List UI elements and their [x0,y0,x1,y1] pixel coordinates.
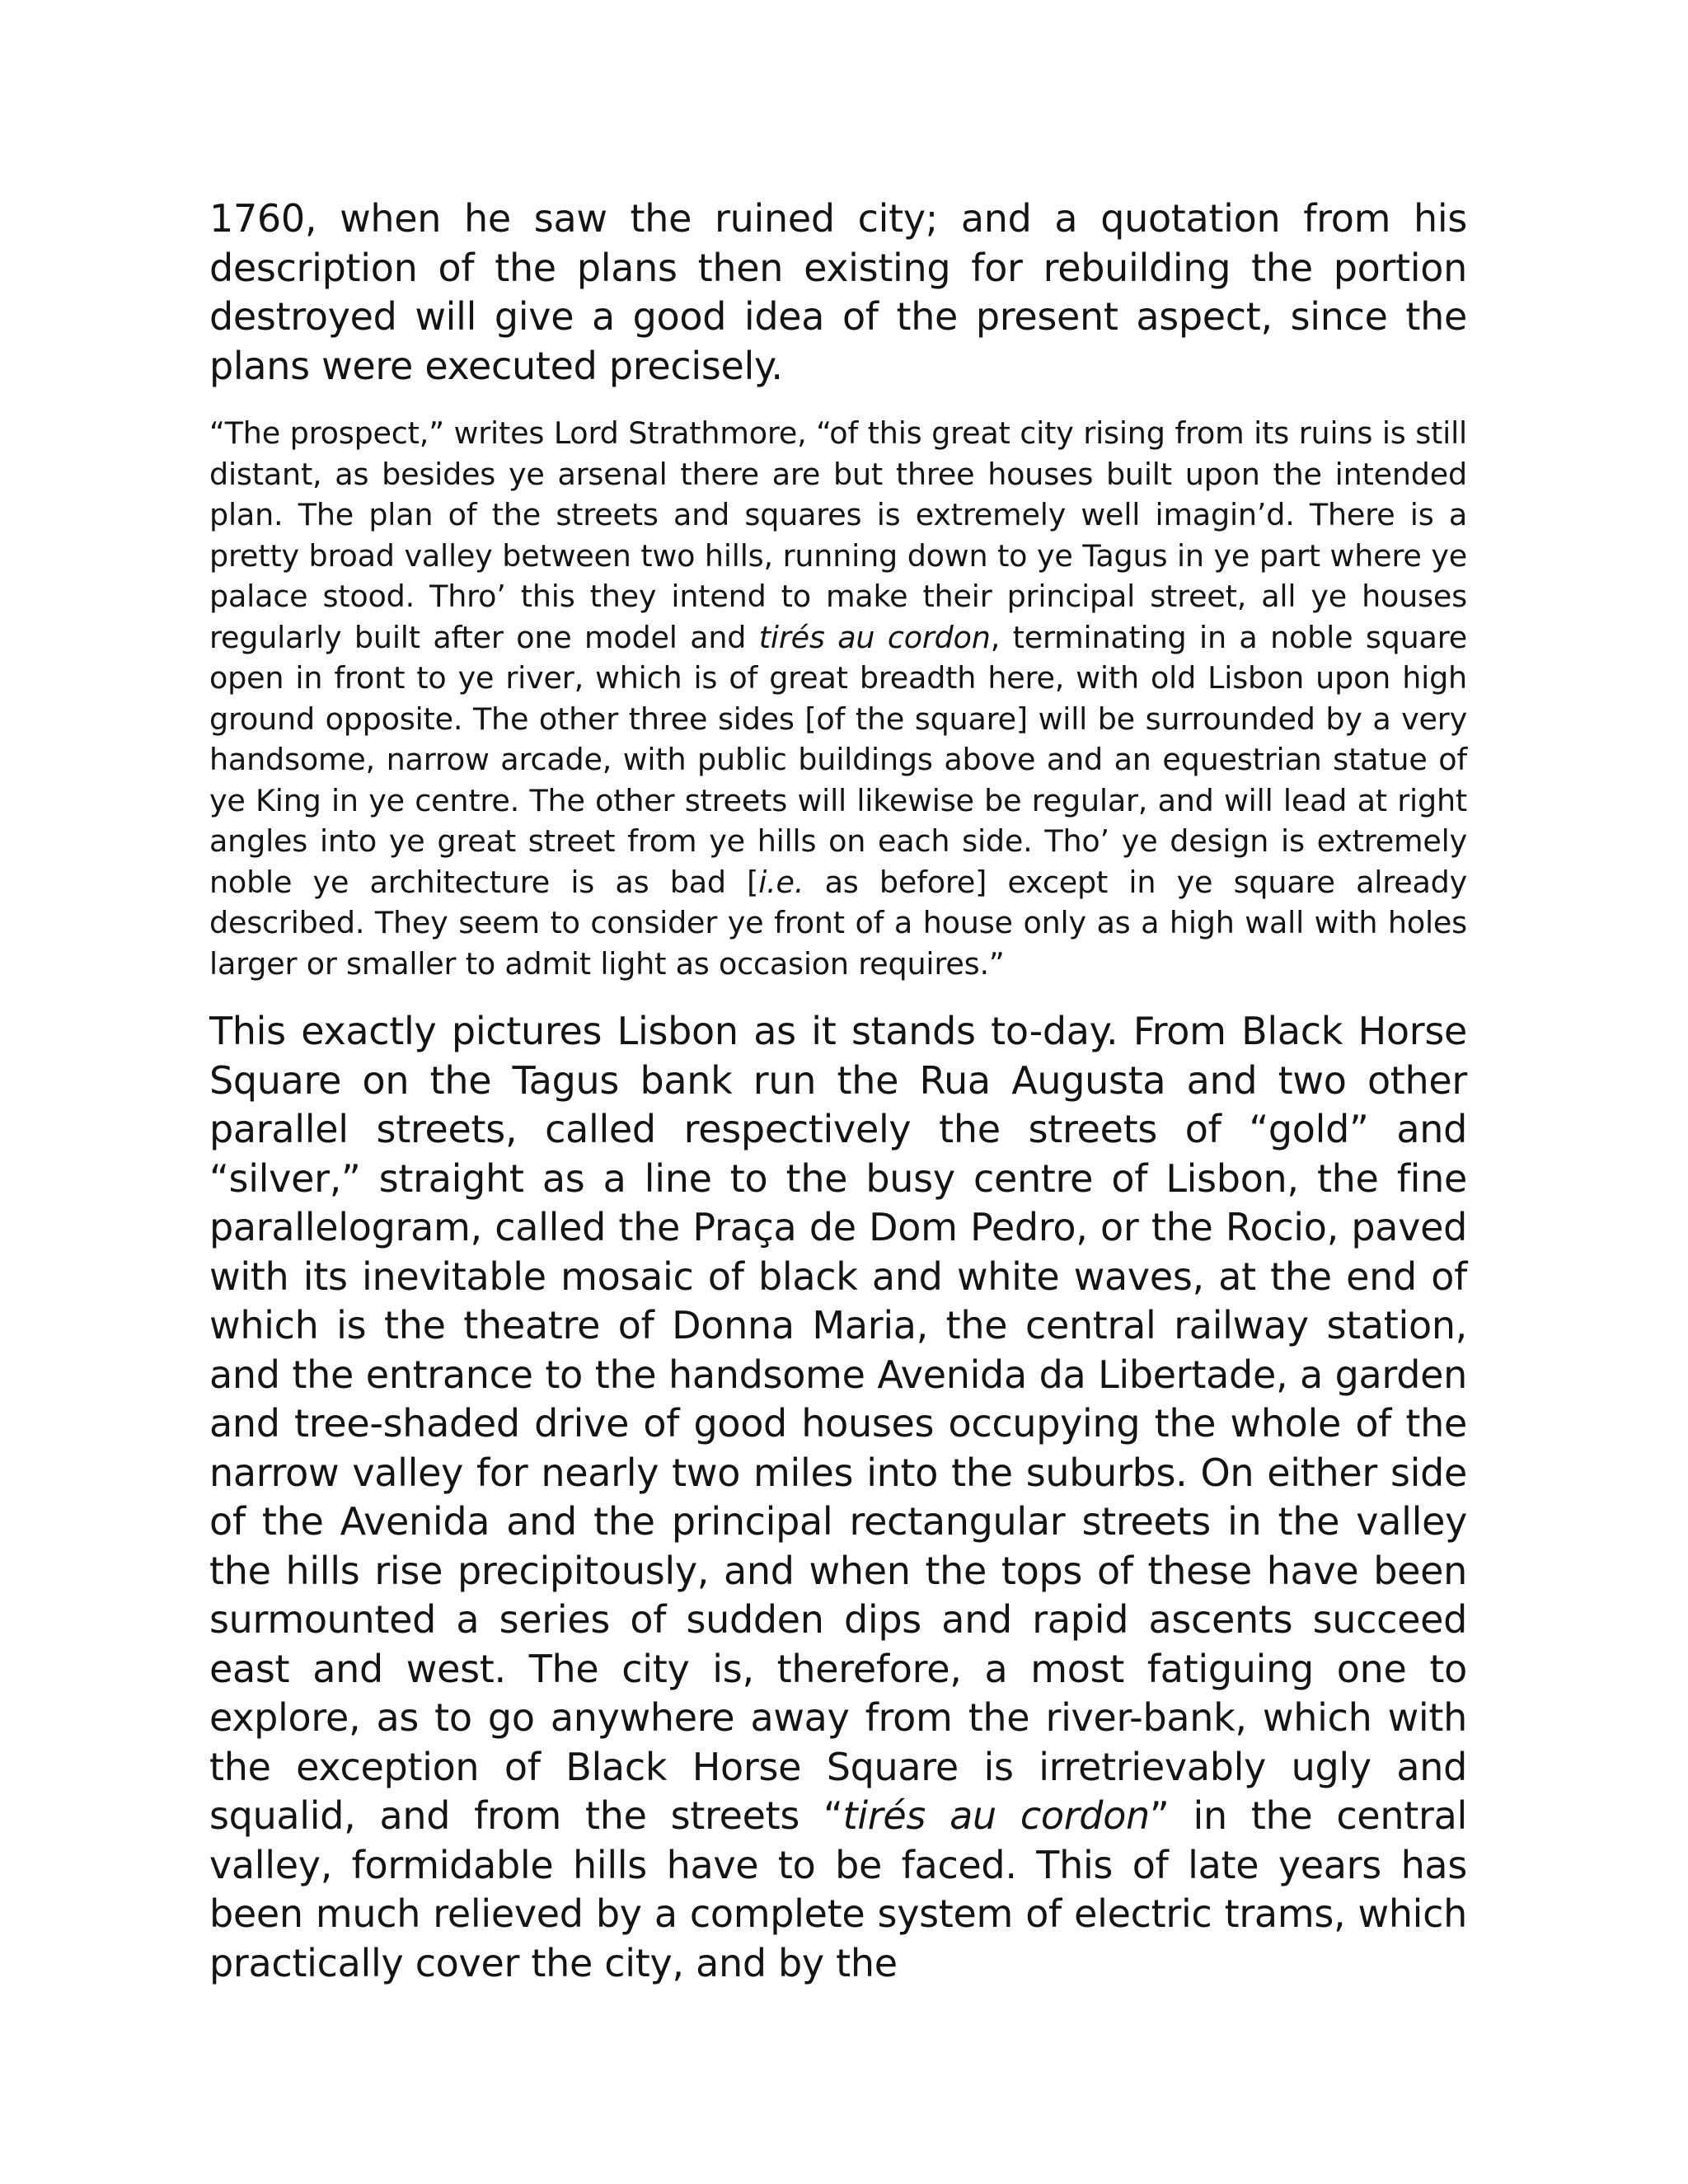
quotation-text-part-1: “The prospect,” writes Lord Strathmore, “of this great city rising from its ruins is still distant, as besides ye arsenal there are but three houses built upon the intended plan. The plan of the streets and squares is extremely well imagin’d. There is a pretty broad valley between two hills, running down to ye Tagus in ye part where ye palace stood. Thro’ this they intend to make their principal street, all ye houses regularly built after one model and [209,415,1467,655]
quotation-block [209,413,1467,984]
quotation-text-part-2: , terminating in a noble square open in front to ye river, which is of great breadth here, with old Lisbon upon high ground opposite. The other three sides [of the square] will be surrounded by a very handsome, narrow arcade, with public buildings above and an equestrian statue of ye King in ye centre. The other streets will likewise be regular, and will lead at right angles into ye great street from ye hills on each side. Tho’ ye design is extremely noble ye architecture is as bad [ [209,619,1467,900]
paragraph-description-part-1: This exactly pictures Lisbon as it stands to-day. From Black Horse Square on the Tagus bank run the Rua Augusta and two other parallel streets, called respectively the streets of “gold” and “silver,” straight as a line to the busy centre of Lisbon, the fine parallelogram, called the Praça de Dom Pedro, or the Rocio, paved with its inevitable mosaic of black and white waves, at the end of which is the theatre of Donna Maria, the central railway station, and the entrance to the handsome Avenida da Libertade, a garden and tree-shaded drive of good houses occupying the whole of the narrow valley for nearly two miles into the suburbs. On either side of the Avenida and the principal rectangular streets in the valley the hills rise precipitously, and when the tops of these have been surmounted a series of sudden dips and rapid ascents succeed east and west. The city is, therefore, a most fatiguing one to explore, as to go anywhere away from the river-bank, which with the exception of Black Horse Square is irretrievably ugly and squalid, and from the streets “ [209,1009,1467,1838]
quotation-text-part-3: as before] except in ye square already described. They seem to consider ye front of a house only as a high wall with holes larger or smaller to admit light as occasion requires.” [209,864,1468,982]
paragraph-description-part-2: ” in the central valley, formidable hills have to be faced. This of late years has been much relieved by a complete system of electric trams, which practically cover the city, and by the [209,1793,1467,1985]
paragraph-description-italic: tirés au cordon [842,1793,1150,1838]
paragraph-intro-text: 1760, when he saw the ruined city; and a quotation from his description of the plans then existing for rebuilding the portion destroyed will give a good idea of the present aspect, since the plans were executed precisely. [209,196,1467,388]
quotation-italic-ie: i.e. [758,864,804,900]
quotation-italic-tires-au-cordon: tirés au cordon [758,619,991,655]
paragraph-intro [209,194,1467,391]
page-body [209,194,1467,1988]
paragraph-description [209,1007,1467,1988]
